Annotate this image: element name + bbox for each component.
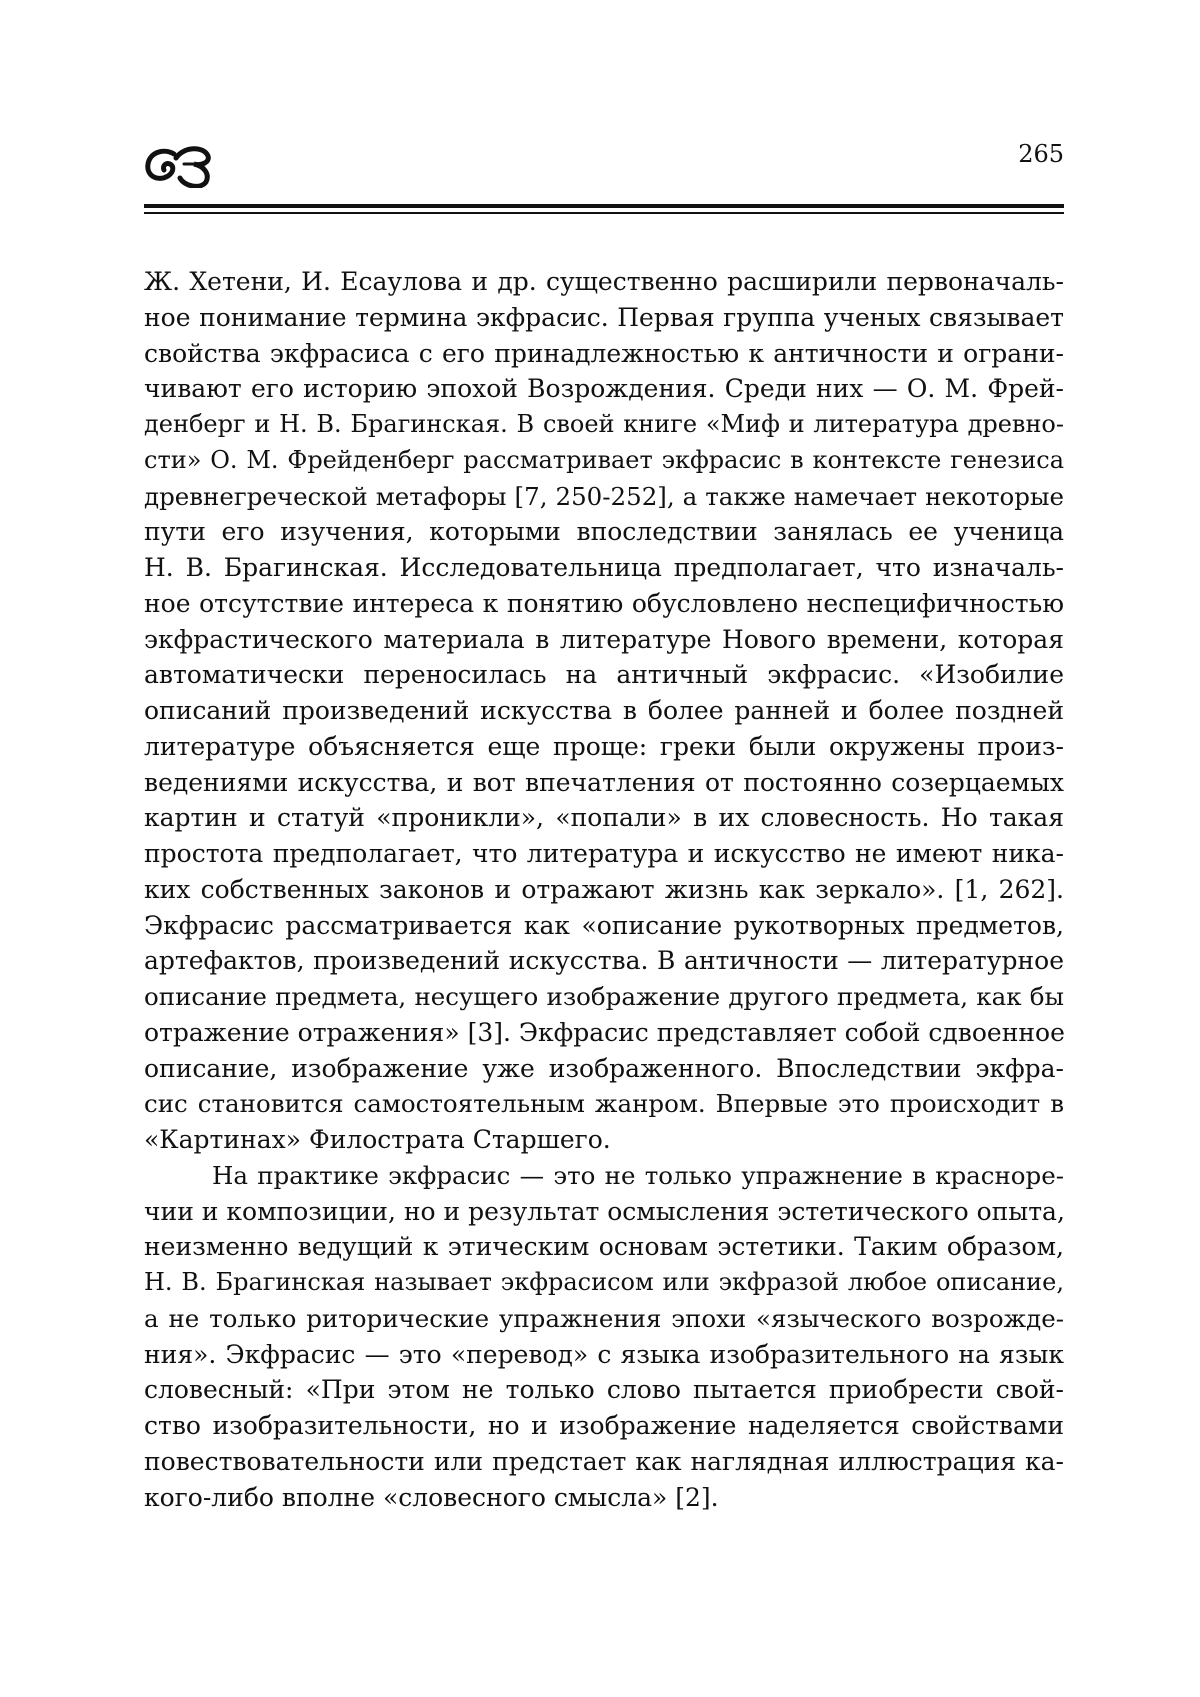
text-line: а не только риторические упражнения эпохи «языческого возрожде- (144, 1303, 1064, 1333)
text-line: ния». Экфрасис — это «перевод» с языка изобразительного на язык (144, 1339, 1064, 1369)
text-line: древнегреческой метафоры [7, 250-252], а также намечает некоторые (144, 481, 1064, 511)
text-line: автоматически переносилась на античный экфрасис. «Изобилие (144, 660, 1064, 690)
header-rule-thick (144, 204, 1064, 208)
text-line: сти» О. М. Фрейденберг рассматривает экфрасис в контексте генезиса (144, 445, 1064, 474)
text-line: сис становится самостоятельным жанром. Впервые это происходит в (144, 1089, 1064, 1119)
text-line: простота предполагает, что литература и искусство не имеют ника- (144, 839, 1064, 868)
text-line: чивают его историю эпохой Возрождения. Среди них — О. М. Фрей- (144, 374, 1064, 404)
text-line: денберг и Н. В. Брагинская. В своей книге «Миф и литература древно- (144, 410, 1064, 438)
text-line: чии и композиции, но и результат осмысления эстетического опыта, (144, 1196, 1065, 1226)
text-line: описание предмета, несущего изображение другого предмета, как бы (144, 982, 1064, 1011)
text-line: Экфрасис рассматривается как «описание рукотворных предметов, (144, 910, 1064, 940)
text-line: неизменно ведущий к этическим основам эстетики. Таким образом, (144, 1232, 1064, 1262)
text-line: артефактов, произведений искусства. В античности — литературное (144, 946, 1064, 976)
text-line: На практике экфрасис — это не только упражнение в красноре- (212, 1160, 1064, 1190)
text-line: ное отсутствие интереса к понятию обусловлено неспецифичностью (144, 588, 1064, 618)
text-line: пути его изучения, которыми впоследствии занялась ее ученица (144, 517, 1064, 547)
text-line: повествовательности или предстает как наглядная иллюстрация ка- (144, 1446, 1064, 1476)
text-line: Н. В. Брагинская. Исследовательница предполагает, что изначаль- (144, 553, 1064, 582)
text-line: описание, изображение уже изображенного. Впоследствии экфра- (144, 1053, 1064, 1083)
text-line: экфрастического материала в литературе Нового времени, которая (144, 624, 1064, 654)
text-line: ких собственных законов и отражают жизнь как зеркало». [1, 262]. (144, 874, 1064, 904)
text-line: ведениями искусства, и вот впечатления от постоянно созерцаемых (144, 767, 1064, 797)
page-number: 265 (1018, 140, 1064, 168)
text-line: ное понимание термина экфрасис. Первая группа ученых связывает (144, 302, 1064, 332)
text-line: описаний произведений искусства в более ранней и более поздней (144, 696, 1064, 725)
text-line: ство изобразительности, но и изображение наделяется свойствами (144, 1411, 1064, 1440)
text-line: Н. В. Брагинская называет экфрасисом или экфразой любое описание, (144, 1268, 1064, 1296)
text-line: отражение отражения» [3]. Экфрасис представляет собой сдвоенное (144, 1017, 1065, 1047)
body-text (144, 264, 1064, 1515)
text-line: «Картинах» Филострата Старшего. (144, 1125, 611, 1154)
header-rule-thin (144, 212, 1064, 214)
text-line: кого-либо вполне «словесного смысла» [2]. (144, 1482, 719, 1512)
paragraph (144, 264, 1064, 1158)
text-line: литературе объясняется еще проще: греки были окружены произ- (144, 731, 1064, 761)
page-header (144, 140, 1064, 220)
text-line: словесный: «При этом не только слово пытается приобрести свой- (144, 1375, 1064, 1405)
paragraph (144, 1158, 1064, 1516)
text-line: картин и статуй «проникли», «попали» в их словесность. Но такая (144, 803, 1064, 833)
leaf-ornament-icon (144, 142, 216, 188)
text-line: Ж. Хетени, И. Есаулова и др. существенно расширили первоначаль- (144, 267, 1064, 296)
text-line: свойства экфрасиса с его принадлежностью к античности и ограни- (144, 338, 1064, 368)
